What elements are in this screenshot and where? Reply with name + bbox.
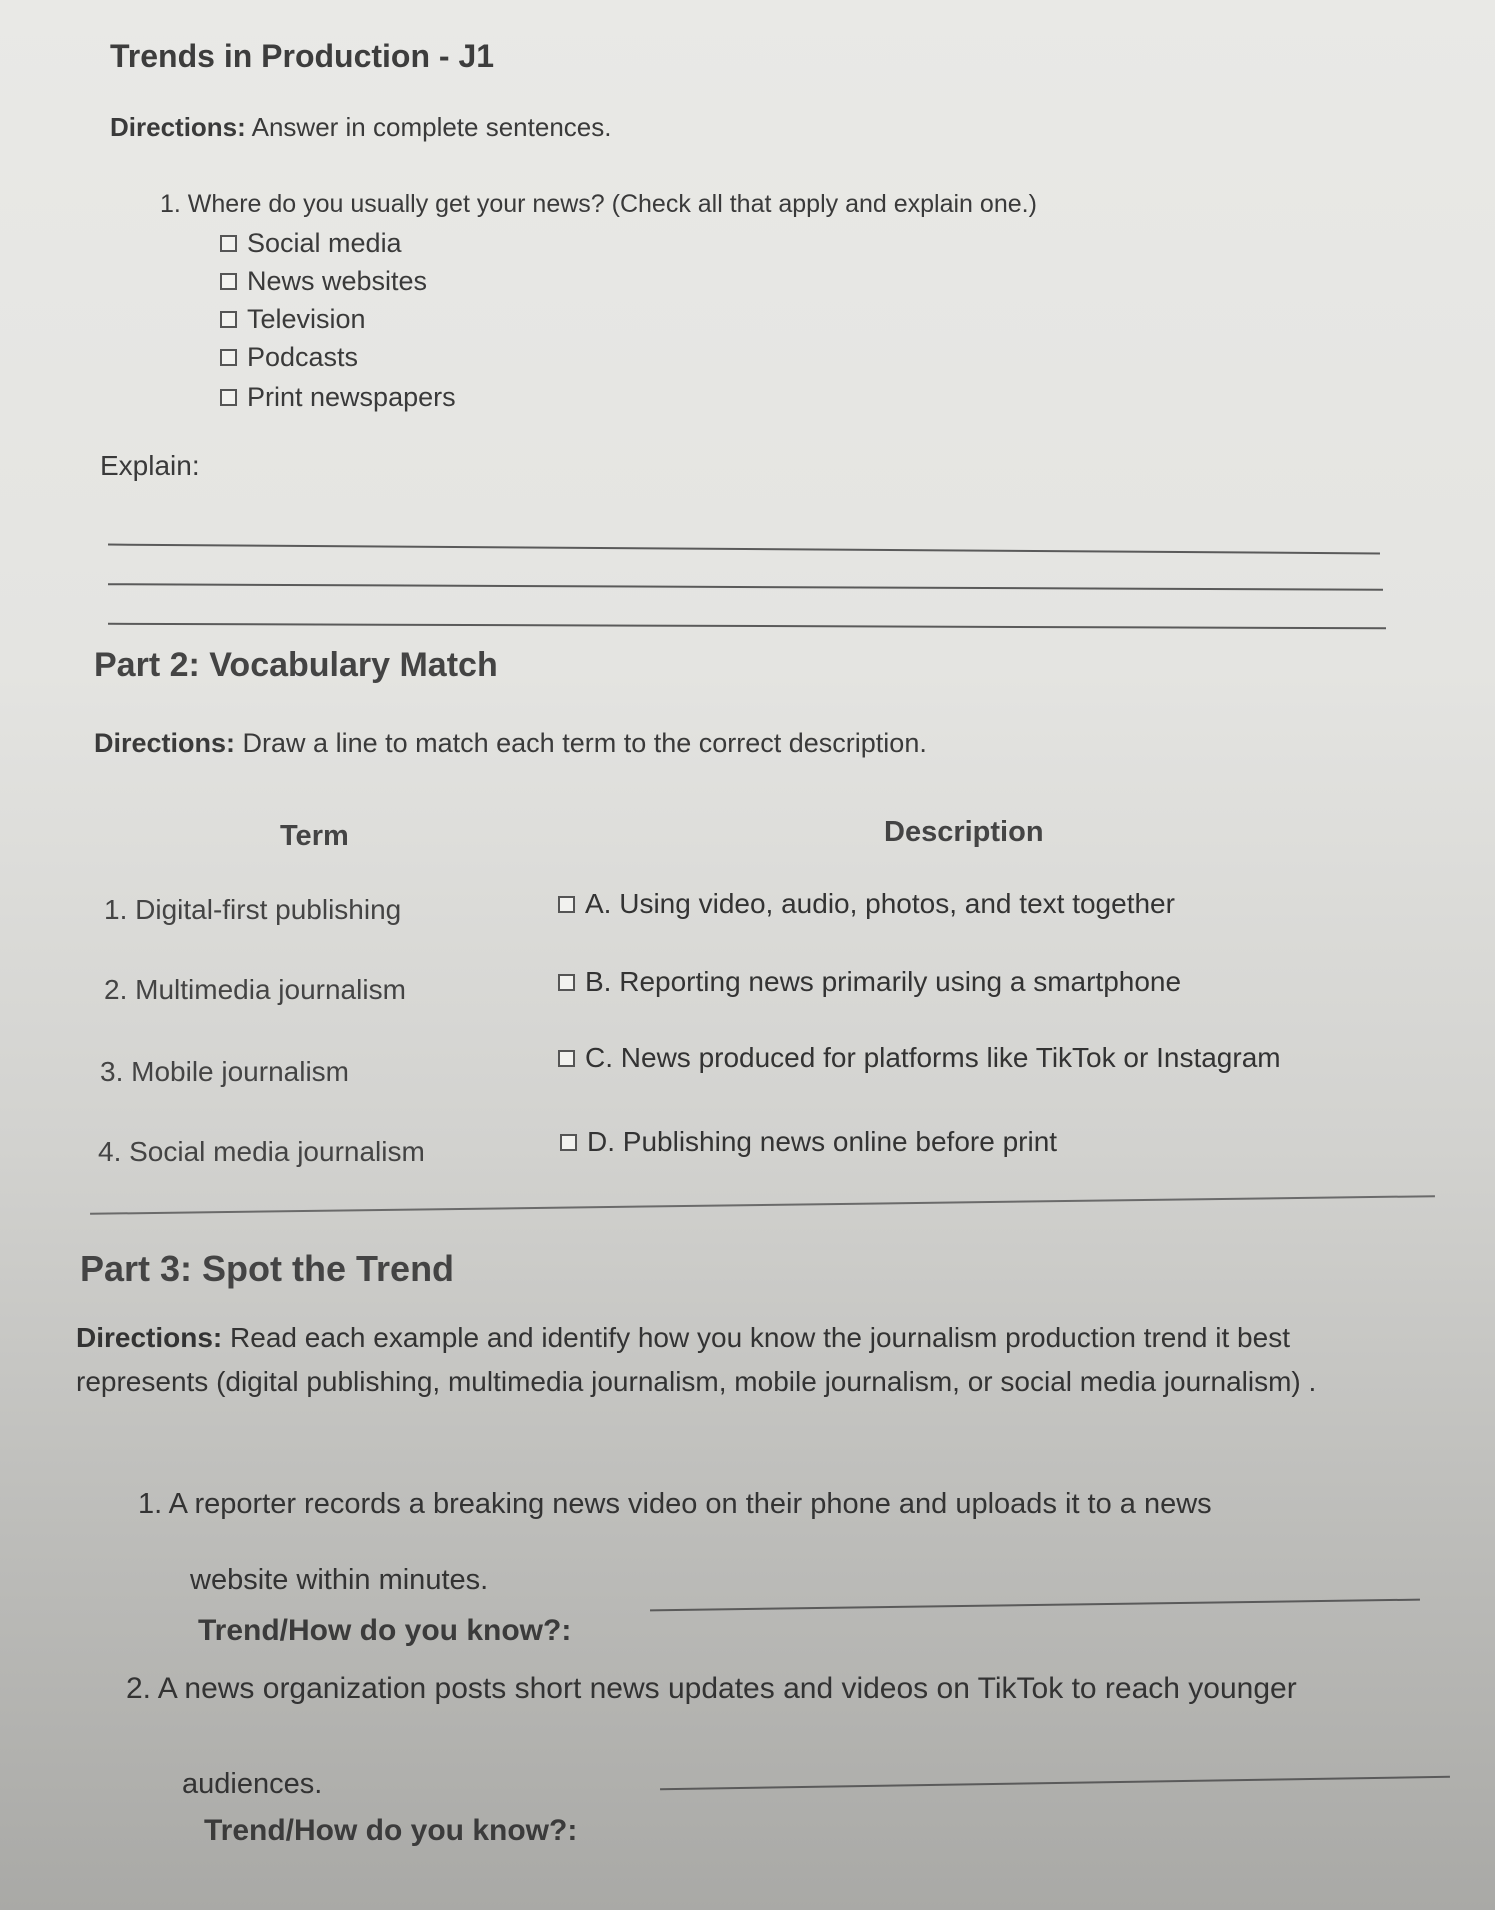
- worksheet-title: Trends in Production - J1: [110, 38, 495, 74]
- option-social-media[interactable]: [220, 228, 402, 259]
- answer-line[interactable]: [108, 583, 1383, 591]
- term-item: 1. Digital-first publishing: [104, 894, 402, 925]
- description-text: D. Publishing news online before print: [587, 1126, 1058, 1157]
- section-divider: [90, 1195, 1435, 1215]
- description-column-header: Description: [884, 816, 1044, 848]
- part2-directions-label: Directions:: [94, 728, 236, 758]
- option-label: Print newspapers: [247, 382, 456, 412]
- part2-directions-text: Draw a line to match each term to the correct description.: [242, 728, 927, 758]
- trend-item-1-text-cont: website within minutes.: [190, 1564, 489, 1596]
- option-print-newspapers[interactable]: [220, 382, 456, 413]
- option-label: News websites: [247, 266, 428, 296]
- checkbox-icon[interactable]: [560, 1134, 577, 1151]
- part1-directions-label: Directions:: [110, 112, 246, 142]
- term-item: 3. Mobile journalism: [100, 1056, 349, 1087]
- part3-directions-text: Read each example and identify how you know the journalism production trend it best represents (digital publishing, multimedia journalism, mobile journalism, or social media journalism) .: [76, 1322, 1317, 1397]
- part3-directions: [76, 1316, 1426, 1404]
- description-item-b[interactable]: [558, 966, 1181, 998]
- description-item-a[interactable]: [558, 888, 1175, 920]
- option-label: Podcasts: [247, 342, 359, 372]
- checkbox-icon[interactable]: [558, 1050, 575, 1067]
- trend-item-1-text: 1. A reporter records a breaking news video on their phone and uploads it to a news: [138, 1488, 1212, 1520]
- trend-item-2-label: Trend/How do you know?:: [204, 1814, 578, 1847]
- option-television[interactable]: [220, 304, 366, 335]
- part2-heading: Part 2: Vocabulary Match: [94, 646, 498, 684]
- trend-item-1-label: Trend/How do you know?:: [198, 1614, 572, 1647]
- part1-question: 1. Where do you usually get your news? (Check all that apply and explain one.): [160, 190, 1037, 218]
- description-text: B. Reporting news primarily using a smartphone: [585, 966, 1182, 997]
- checkbox-icon[interactable]: [220, 311, 237, 328]
- part3-directions-label: Directions:: [76, 1322, 223, 1353]
- option-podcasts[interactable]: [220, 342, 358, 373]
- description-item-d[interactable]: [560, 1126, 1057, 1158]
- explain-label: Explain:: [100, 450, 200, 481]
- option-label: Social media: [247, 228, 402, 258]
- checkbox-icon[interactable]: [558, 974, 575, 991]
- option-label: Television: [247, 304, 366, 334]
- part2-directions: [94, 728, 927, 759]
- checkbox-icon[interactable]: [220, 349, 237, 366]
- answer-line[interactable]: [108, 544, 1380, 555]
- trend-item-2-text: 2. A news organization posts short news updates and videos on TikTok to reach younger: [126, 1672, 1297, 1705]
- checkbox-icon[interactable]: [220, 389, 237, 406]
- description-text: C. News produced for platforms like TikTok or Instagram: [585, 1042, 1281, 1073]
- answer-line[interactable]: [650, 1599, 1420, 1612]
- answer-line[interactable]: [660, 1776, 1450, 1790]
- part3-heading: Part 3: Spot the Trend: [80, 1248, 455, 1289]
- term-column-header: Term: [280, 820, 349, 852]
- part1-directions-text: Answer in complete sentences.: [251, 112, 612, 142]
- term-item: 4. Social media journalism: [98, 1136, 425, 1167]
- trend-item-2-text-cont: audiences.: [182, 1768, 323, 1800]
- description-text: A. Using video, audio, photos, and text together: [585, 888, 1175, 919]
- checkbox-icon[interactable]: [558, 896, 575, 913]
- answer-line[interactable]: [108, 623, 1386, 629]
- description-item-c[interactable]: [558, 1042, 1281, 1074]
- checkbox-icon[interactable]: [220, 273, 237, 290]
- part1-directions: [110, 112, 611, 143]
- checkbox-icon[interactable]: [220, 235, 237, 252]
- term-item: 2. Multimedia journalism: [104, 974, 406, 1005]
- option-news-websites[interactable]: [220, 266, 427, 297]
